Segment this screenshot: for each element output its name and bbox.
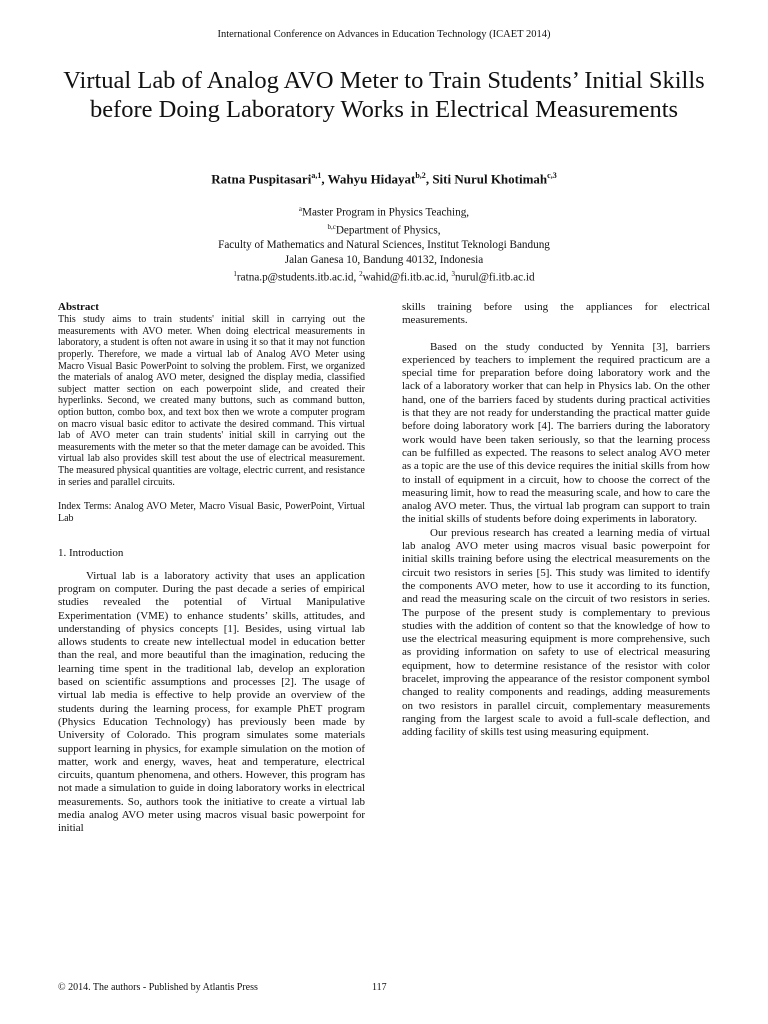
affiliation-sup: b,c (327, 223, 336, 232)
paper-title: Virtual Lab of Analog AVO Meter to Train Students’ Initial Skills before Doing Laboratory Works in Electrical Measurements (63, 67, 705, 123)
author-list (0, 171, 768, 187)
email-line: $^1$ratna.p@students.itb.ac.id, $^2$wahid@fi.itb.ac.id, $^3$nurul@fi.itb.ac.id (233, 270, 535, 285)
email-sup: 3 (451, 270, 455, 279)
affiliations (0, 202, 768, 286)
left-column (58, 301, 365, 836)
email-sup: 2 (359, 270, 363, 279)
email-link[interactable]: wahid@fi.itb.ac.id (362, 272, 446, 285)
affiliation-line: Faculty of Mathematics and Natural Sciences, Institut Teknologi Bandung (218, 239, 550, 252)
author-sup: c,3 (547, 171, 557, 180)
paragraph: skills training before using the appliances for electrical measurements. (402, 301, 710, 327)
running-header: International Conference on Advances in Education Technology (ICAET 2014) (217, 29, 551, 40)
author-separator: , (425, 171, 433, 187)
affiliation-line (0, 202, 768, 220)
author-name: Wahyu Hidayat (327, 171, 416, 187)
affiliation-sup: a (298, 205, 302, 213)
email-link[interactable]: ratna.p@students.itb.ac.id (236, 272, 354, 285)
affiliation-text: Master Program in Physics Teaching, (302, 206, 470, 219)
author-sup: b,2 (415, 171, 426, 180)
abstract-heading: Abstract (58, 301, 99, 313)
section-heading-introduction: 1. Introduction (58, 547, 124, 560)
affiliation-line (0, 220, 768, 238)
paragraph: Based on the study conducted by Yennita [3], barriers experienced by teachers to implement the required practicum are a special time for preparation before doing laboratory work and the lack of a laboratory worker that can help in Physics lab. On the other hand, one of the barriers faced by students during practical activities is that they are not ready for understanding the practical matter guide before doing laboratory work [4]. The barriers during the laboratory work would have been taken seriously, so that the learning process can be fulfilled as expected. The reasons to select analog AVO meter as a topic are the use of this device requires the initial skills from how to install of equipment in a circuit, how to choose the correct of the measuring limit, how to read the measuring scale, and how to care the analog AVO meter. Thus, the virtual lab program can support to train the initial skills of students before doing experiments in laboratory. (402, 340, 710, 526)
affiliation-line: Jalan Ganesa 10, Bandung 40132, Indonesia (284, 253, 484, 266)
abstract-body: This study aims to train students' initial skill in carrying out the measurements with AVO meter. When doing electrical measurements in laboratory, a student is often not aware in using it so that it may not function properly. Therefore, we made a virtual lab of Analog AVO Meter using Macro Visual Basic PowerPoint to solving the problem. First, we organized the materials of analog AVO meter, designed the display media, classified subject matter section on each powerpoint slide, and created their hyperlinks. Second, we created many buttons, such as command button, option button, combo box, and text box then we wrote a computer program on macro visual basic editor to activate the desired command. This virtual lab of AVO meter can train students' initial skill in carrying out the measurements with the meter so that the meter damage can be avoided. This virtual lab also provides skill test about the use of electrical measurement. The measured physical quantities are voltage, electric current, and resistance in series and parallel circuits. (58, 314, 365, 488)
right-column (402, 301, 710, 740)
paragraph: Virtual lab is a laboratory activity that uses an application program on computer. During the past decade a series of empirical studies revealed the potential of Virtual Manipulative Experimentation (VME) to enhance students’ skills, attitudes, and understanding of physics concepts [1]. Besides, using virtual lab allows students to create new intellectual model in education better than the real, and more beautiful than the imagination, reducing the learning time spent in the traditional lab, develop an exploration based on scientific assumptions and processes [2]. The usage of virtual lab media is effective to help provide an overview of the students during the learning process, for example PhET program (Physics Education Technology) has previously been made by University of Colorado. This program simulates some materials support learning in physics, for example simulation on the motion of matter, work and energy, waves, heat and temperature, electrical circuits, quantum phenomena, and others. However, this program has not made a simulation to guide in doing laboratory works in electrical measurements. So, authors took the initiative to create a virtual lab media analog AVO meter using macros visual basic powerpoint for initial (58, 569, 366, 835)
affiliation-text: Department of Physics, (335, 224, 441, 237)
page-number: 117 (372, 982, 387, 993)
author-separator: , (321, 171, 328, 187)
author-name: Siti Nurul Khotimah (432, 171, 548, 187)
author-sup: a,1 (311, 171, 322, 180)
paragraph: Our previous research has created a learning media of virtual lab analog AVO meter using macros visual basic powerpoint for initial skills training before using the electrical measurements on the circuit two resistors in series [5]. This study was limited to identify the components AVO meter, how to use it according to its function, and read the measuring scale on the circuit of two resistors in series. The purpose of the present study is complementary to previous studies with the addition of content so that the knowledge of how to use the electrical measuring equipment is more comprehensive, such as providing information on safety to use of electrical measuring equipment, how to determine resistance of the resistor with color bracelet, improving the appearance of the resistor component symbol changed to reality components and readings, adding measurements on two resistors in parallel circuit, complementary measurements ranging from the largest scale to avoid a full-scale deflection, and adding facility of skills test using measuring equipment. (402, 526, 710, 739)
email-link[interactable]: nurul@fi.itb.ac.id (454, 272, 535, 285)
footer-copyright: © 2014. The authors - Published by Atlantis Press (58, 982, 258, 993)
email-sup: 1 (233, 270, 237, 279)
index-terms: Index Terms: Analog AVO Meter, Macro Visual Basic, PowerPoint, Virtual Lab (58, 501, 365, 524)
author-name: Ratna Puspitasari (211, 171, 312, 187)
